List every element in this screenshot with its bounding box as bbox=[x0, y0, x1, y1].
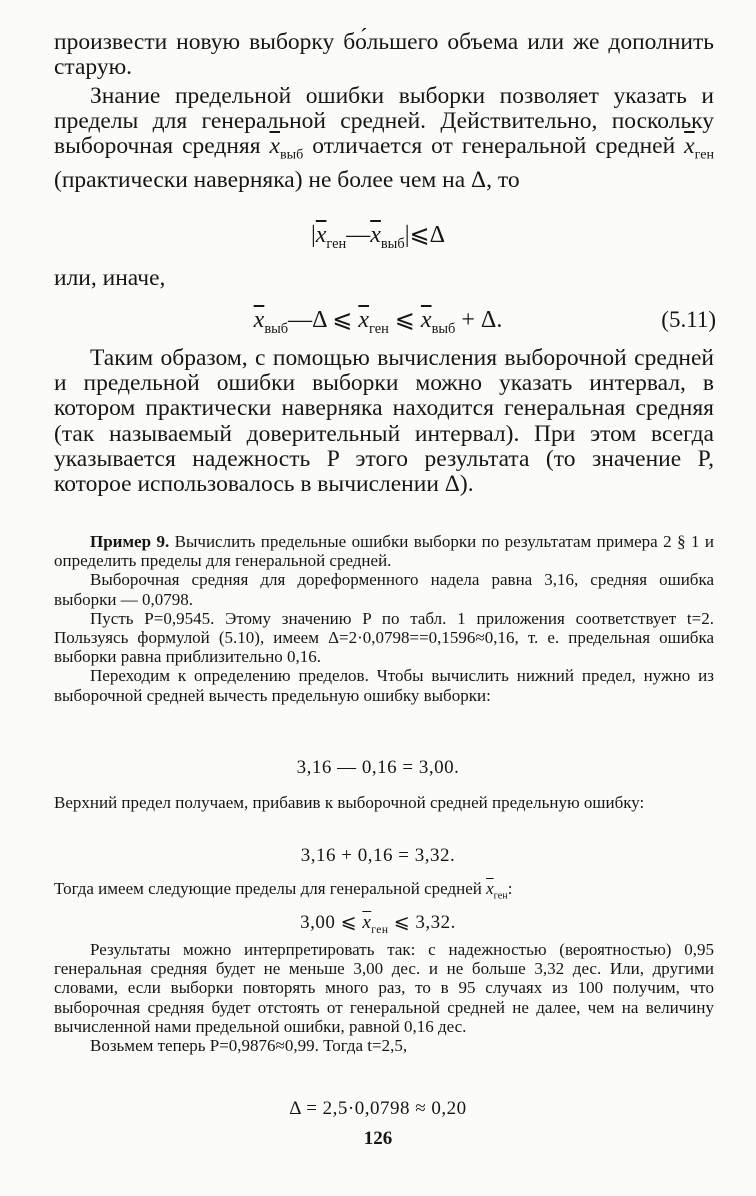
paragraph-knowledge bbox=[54, 84, 714, 194]
formula-upper: 3,16 + 0,16 = 3,32. bbox=[300, 845, 456, 866]
paragraph-text: Выборочная средняя для дореформенного надела равна 3,16, средняя ошибка выборки — 0,0798. bbox=[54, 570, 714, 609]
paragraph-text: или, иначе, bbox=[54, 265, 166, 291]
subscript: ген bbox=[326, 235, 347, 252]
example-block bbox=[54, 532, 714, 705]
formula-abs bbox=[0, 220, 756, 253]
text-span: ⩽ bbox=[388, 307, 421, 333]
text-span: + Δ. bbox=[455, 307, 503, 333]
subscript: выб bbox=[264, 320, 289, 337]
paragraph-text: Возьмем теперь P=0,9876≈0,99. Тогда t=2,5, bbox=[90, 1036, 408, 1056]
symbol-x: $\overline{x}$ bbox=[370, 222, 381, 248]
paragraph-text: Переходим к определению пределов. Чтобы вычислить нижний предел, нужно из выборочной средней вычесть предельную ошибку выборки: bbox=[54, 666, 714, 705]
text-span: отличается от генеральной средней bbox=[303, 133, 685, 160]
equation-number: (5.11) bbox=[661, 307, 716, 332]
subscript: ген bbox=[371, 923, 389, 936]
le-delta: ⩽Δ bbox=[409, 222, 446, 248]
symbol-x: $\overline{x}$ bbox=[253, 307, 265, 333]
page-number: 126 bbox=[363, 1128, 393, 1149]
subscript: выб bbox=[431, 320, 456, 337]
text-span: 3,00 ⩽ bbox=[300, 912, 363, 933]
symbol-x: $\overline{x}$ bbox=[269, 133, 280, 160]
paragraph-text: Результаты можно интерпретировать так: с надежностью (вероятностью) 0,95 генеральная средняя будет не меньше 3,00 дес. и не больше 3,32 дес. Или, другими словами, если выборки повторять много раз, то в 95 случаях из 100 получим, что выборочная средняя будет отстоять от генеральной средней не далее, чем на величину вычисленной нами предельной ошибки, равной 0,16 дес. bbox=[54, 940, 714, 1036]
subscript: выб bbox=[380, 235, 405, 252]
paragraph-top bbox=[54, 30, 714, 80]
paragraph-text: Пусть P=0,9545. Этому значению P по табл. 1 приложения соответствует t=2. Пользуясь формулой (5.10), имеем Δ=2·0,0798==0,1596≈0,16, т. е. предельная ошибка выборки равна приблизительно 0,16. bbox=[54, 608, 714, 667]
text-span: Тогда имеем следующие пределы для генеральной средней bbox=[54, 879, 487, 898]
or-else-line bbox=[54, 266, 714, 291]
paragraph-text: Таким образом, с помощью вычисления выборочной средней и предельной ошибки выборки можно указать интервал, в котором практически наверняка находится генеральная средняя (так называемый доверительный интервал). При этом всегда указывается надежность P этого результата (то значение P, которое использовалось в вычислении Δ). bbox=[54, 345, 714, 498]
subscript: ген bbox=[694, 147, 714, 164]
paragraph-thus bbox=[54, 346, 714, 497]
text-span: (практически наверняка) не более чем на Δ, то bbox=[54, 167, 520, 194]
example-label: Пример 9. bbox=[90, 532, 170, 551]
abs-bar: | bbox=[310, 222, 316, 248]
subscript: ген bbox=[368, 320, 389, 337]
formula-interval bbox=[0, 911, 756, 936]
subscript: выб bbox=[279, 147, 304, 164]
symbol-x: $\overline{x}$ bbox=[362, 912, 372, 933]
formula-511 bbox=[0, 305, 756, 338]
formula-lower: 3,16 — 0,16 = 3,00. bbox=[296, 757, 460, 778]
subscript: ген bbox=[493, 890, 508, 902]
symbol-x: $\overline{x}$ bbox=[684, 133, 695, 160]
formula-delta: Δ = 2,5·0,0798 ≈ 0,20 bbox=[289, 1098, 467, 1119]
minus: — bbox=[346, 222, 371, 248]
text-span: Знание предельной ошибки выборки позволяет указать и пределы для генеральной средней. Действительно, поскольку выборочная средняя bbox=[54, 83, 714, 160]
abs-bar: | bbox=[404, 222, 410, 248]
text-span: : bbox=[507, 879, 513, 898]
symbol-x: $\overline{x}$ bbox=[358, 307, 369, 333]
text-span: ⩽ 3,32. bbox=[388, 912, 456, 933]
paragraph-results bbox=[54, 940, 714, 1055]
paragraph-upper bbox=[54, 793, 714, 812]
paragraph-then bbox=[54, 879, 714, 906]
symbol-x: $\overline{x}$ bbox=[486, 879, 494, 898]
text-span: —Δ ⩽ bbox=[288, 307, 359, 333]
text-span: Вычислить предельные ошибки выборки по результатам примера 2 § 1 и определить пределы для генеральной средней. bbox=[54, 532, 715, 571]
paragraph-text: произвести новую выборку бо́льшего объема или же дополнить старую. bbox=[54, 29, 714, 81]
paragraph-text: Верхний предел получаем, прибавив к выборочной средней предельную ошибку: bbox=[54, 793, 645, 812]
symbol-x: $\overline{x}$ bbox=[420, 307, 432, 333]
symbol-x: $\overline{x}$ bbox=[315, 222, 327, 248]
